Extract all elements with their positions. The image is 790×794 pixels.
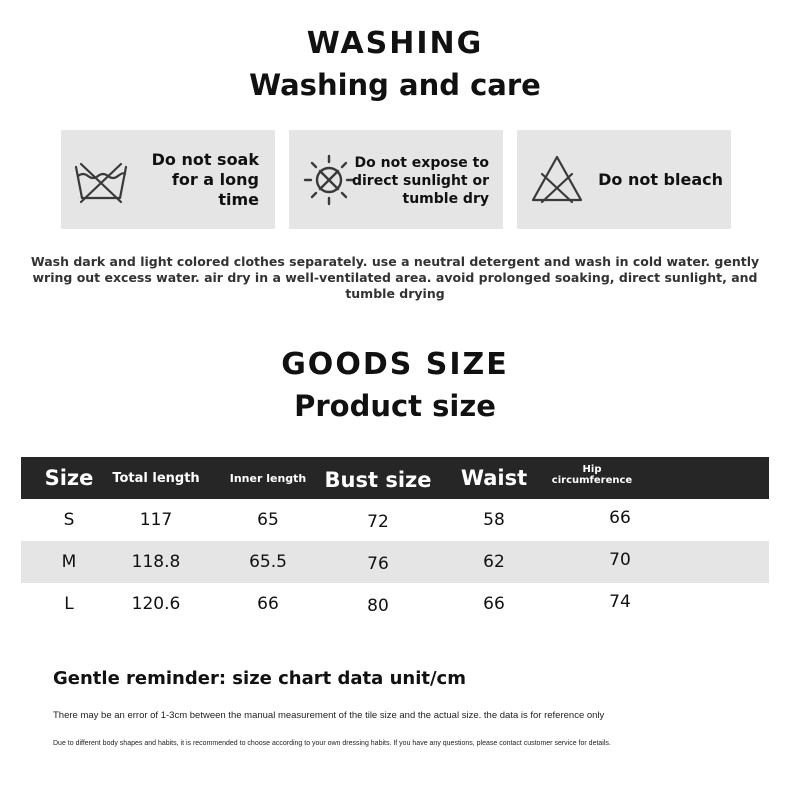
cell-waist: 66: [483, 594, 505, 614]
care-label-no-bleach: Do not bleach: [598, 170, 723, 189]
cell-size: M: [61, 552, 77, 572]
header-hip-circumference: Hip circumference: [551, 464, 633, 486]
no-soak-icon: [73, 152, 129, 208]
table-row: [21, 541, 769, 583]
cell-bust-size: 72: [367, 512, 389, 532]
care-card-no-soak: [61, 130, 275, 229]
care-label-no-sunlight: Do not expose to direct sunlight or tumble dry: [351, 155, 489, 207]
cell-bust-size: 76: [367, 554, 389, 574]
cell-waist: 58: [483, 510, 505, 530]
measurement-disclaimer: There may be an error of 1-3cm between the manual measurement of the tile size and the actual size. the data is for reference only: [53, 710, 605, 721]
care-instructions: Wash dark and light colored clothes separately. use a neutral detergent and wash in cold water. gently wring out excess water. air dry in a well-ventilated area. avoid prolonged soaking, direct sunlight, and tumble drying: [30, 254, 760, 301]
table-row: [21, 583, 769, 625]
washing-title: WASHING: [306, 26, 484, 61]
size-subtitle: Product size: [294, 389, 496, 423]
gentle-reminder: Gentle reminder: size chart data unit/cm: [53, 668, 466, 689]
cell-inner-length: 66: [257, 594, 279, 614]
washing-subtitle: Washing and care: [249, 68, 541, 102]
cell-hip-circumference: 74: [609, 592, 631, 612]
header-waist: Waist: [460, 466, 528, 490]
size-table: [21, 457, 769, 625]
care-card-no-sunlight: [289, 130, 503, 229]
header-total-length: Total length: [112, 470, 200, 486]
care-label-no-soak: Do not soak for a long time: [151, 150, 259, 209]
size-advice: Due to different body shapes and habits, it is recommended to choose according to your own dressing habits. If you have any questions, please contact customer service for details.: [53, 740, 611, 747]
header-inner-length: Inner length: [229, 471, 307, 485]
header-bust-size: Bust size: [324, 468, 432, 492]
cell-hip-circumference: 70: [609, 550, 631, 570]
care-card-no-bleach: [517, 130, 731, 229]
header-size: Size: [44, 466, 94, 490]
cell-inner-length: 65.5: [249, 552, 287, 572]
cell-hip-circumference: 66: [609, 508, 631, 528]
cell-size: S: [63, 510, 75, 530]
cell-total-length: 118.8: [131, 552, 181, 572]
size-title: GOODS SIZE: [281, 347, 509, 382]
cell-waist: 62: [483, 552, 505, 572]
cell-bust-size: 80: [367, 596, 389, 616]
table-row: [21, 499, 769, 541]
cell-size: L: [64, 594, 74, 614]
cell-total-length: 120.6: [131, 594, 181, 614]
cell-total-length: 117: [139, 510, 173, 530]
size-table-header: [21, 457, 769, 499]
cell-inner-length: 65: [257, 510, 279, 530]
